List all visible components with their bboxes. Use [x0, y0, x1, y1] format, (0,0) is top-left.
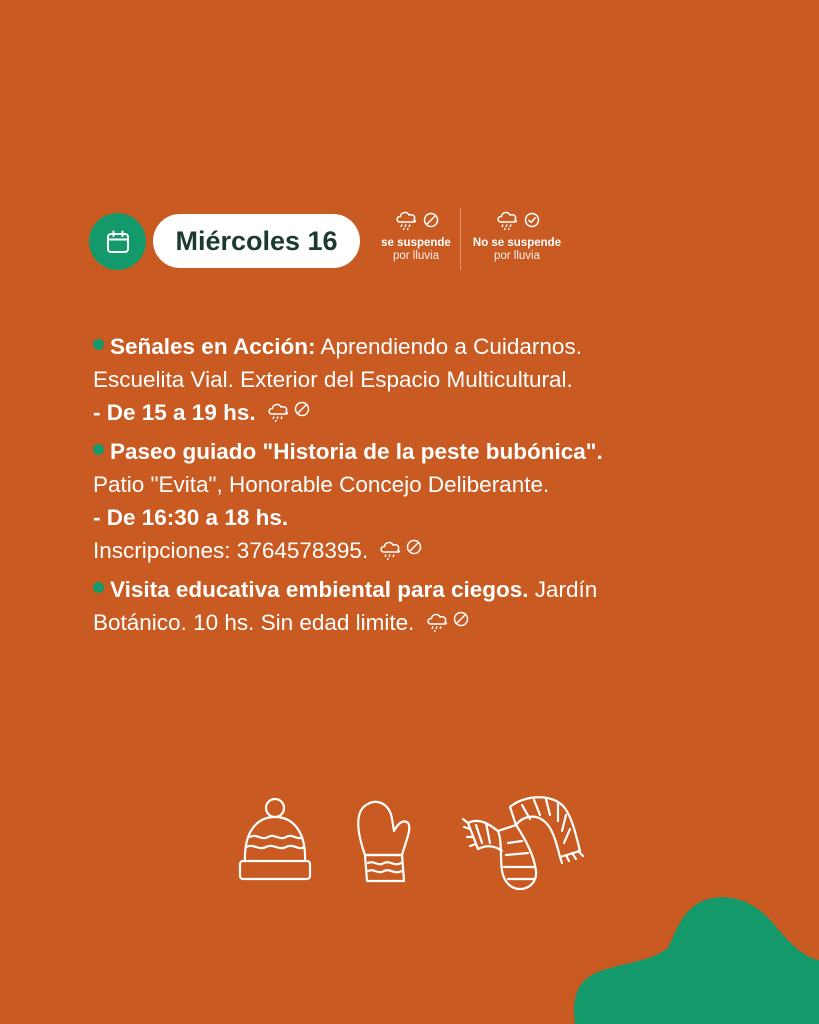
suspende-indicator — [266, 401, 310, 423]
date-label: Miércoles 16 — [175, 225, 338, 256]
legend-no-suspende — [467, 206, 567, 263]
bullet-dot — [93, 444, 104, 455]
event-location: Patio "Evita", Honorable Concejo Deliberante. — [93, 472, 550, 497]
rain-cloud-icon — [425, 611, 451, 633]
suspende-indicator — [378, 539, 422, 561]
rain-cloud-icon — [266, 401, 292, 423]
prohibited-icon — [423, 212, 439, 228]
beanie-icon — [236, 795, 314, 883]
event-location: Botánico. 10 hs. Sin edad limite. — [93, 610, 415, 635]
events-list — [93, 330, 733, 645]
bullet-dot — [93, 339, 104, 350]
rain-cloud-icon — [378, 539, 404, 561]
event-time: - De 15 a 19 hs. — [93, 400, 256, 425]
event-item — [93, 435, 733, 567]
scarf-icon — [460, 795, 588, 895]
event-location: Escuelita Vial. Exterior del Espacio Multicultural. — [93, 367, 573, 392]
event-item — [93, 573, 733, 639]
calendar-badge — [89, 213, 146, 270]
check-circle-icon — [524, 212, 540, 228]
rain-cloud-icon — [495, 209, 521, 231]
event-text: Jardín — [528, 577, 598, 602]
event-text: Aprendiendo a Cuidarnos. — [315, 334, 582, 359]
event-time: - De 16:30 a 18 hs. — [93, 505, 289, 530]
legend-suspende — [366, 206, 466, 263]
legend-suspende-line2: por lluvia — [392, 250, 440, 262]
suspende-indicator — [425, 611, 469, 633]
calendar-icon — [105, 229, 131, 255]
event-title: Señales en Acción: — [110, 334, 316, 359]
legend-suspende-line1: se suspende — [381, 237, 451, 249]
date-pill — [153, 214, 360, 268]
rain-cloud-icon — [394, 209, 420, 231]
legend-no-suspende-line2: por lluvia — [493, 250, 541, 262]
legend-no-suspende-line1: No se suspende — [472, 237, 562, 249]
prohibited-icon — [453, 611, 469, 627]
bullet-dot — [93, 582, 104, 593]
prohibited-icon — [406, 539, 422, 555]
prohibited-icon — [294, 401, 310, 417]
event-title: Visita educativa embiental para ciegos. — [110, 577, 529, 602]
event-title: Paseo guiado "Historia de la peste bubónica". — [110, 439, 603, 464]
event-registration: Inscripciones: 3764578395. — [93, 538, 369, 563]
legend-divider — [460, 208, 461, 270]
mitten-icon — [352, 795, 414, 887]
event-item — [93, 330, 733, 429]
